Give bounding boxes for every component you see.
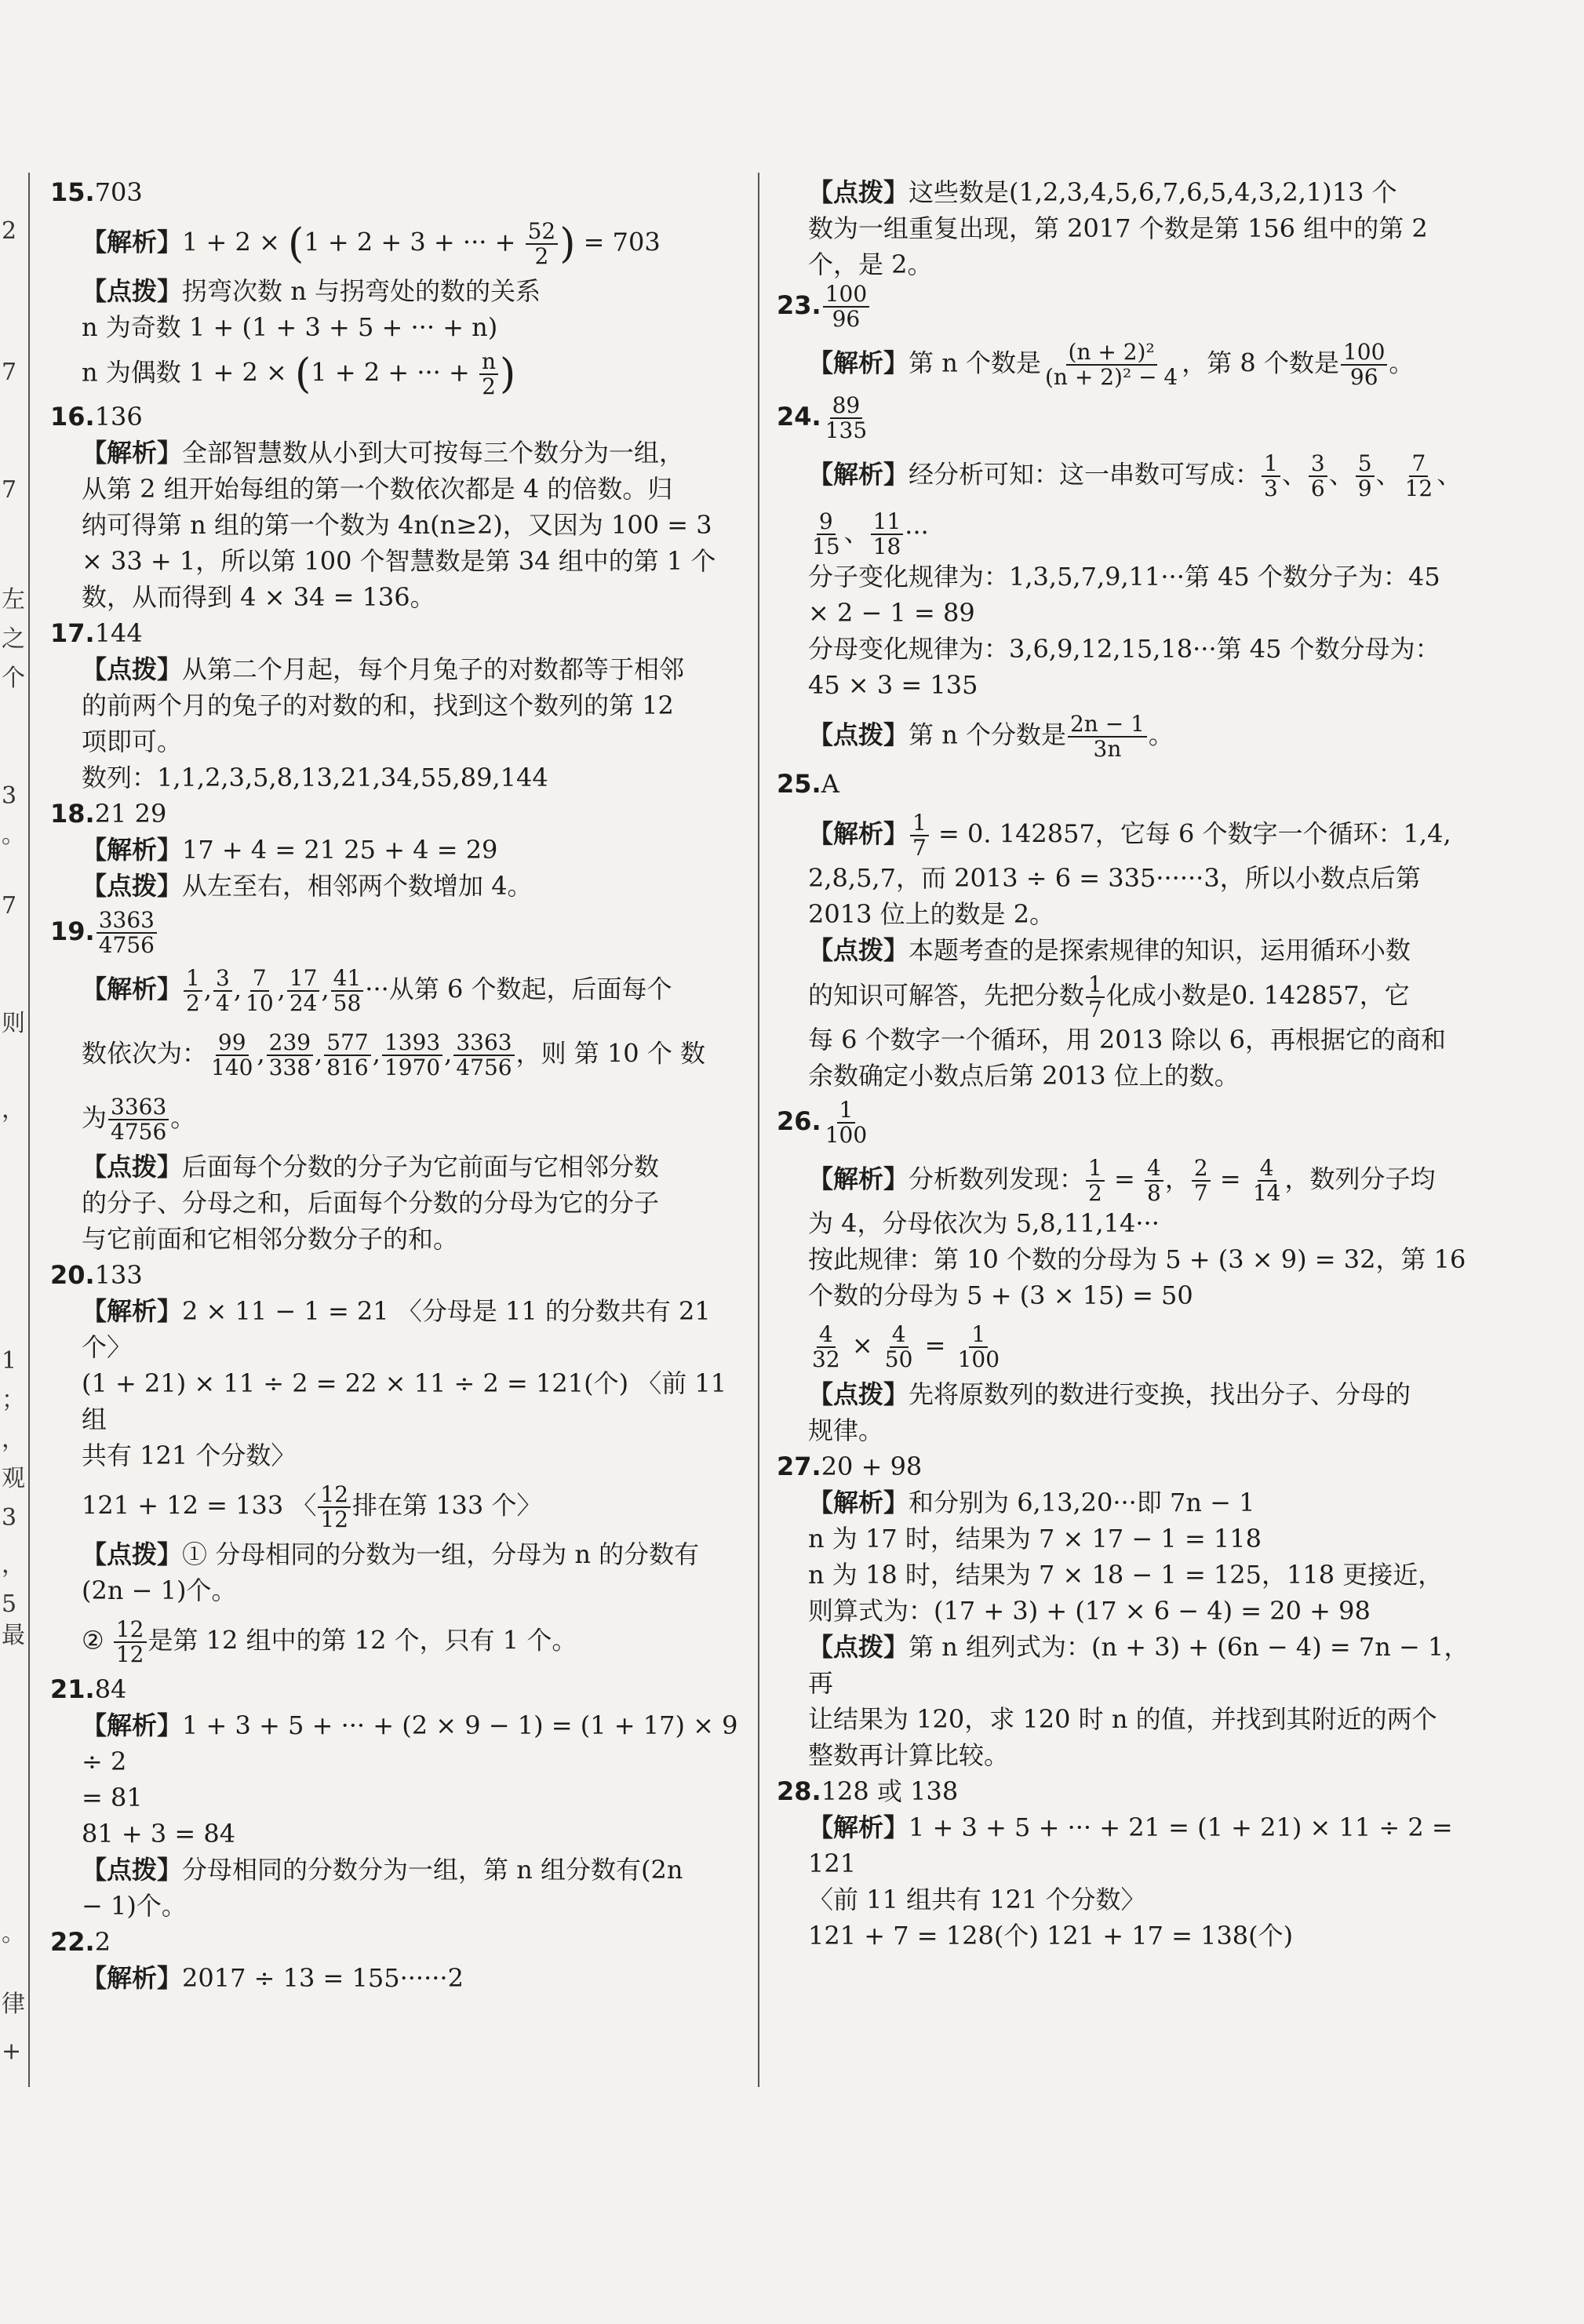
fraction: $\frac{2n - 1}{3n}$ [1068, 712, 1147, 761]
paren: ) [500, 351, 516, 398]
text: (2n − 1)个。 [82, 1575, 237, 1605]
text: 121 + 7 = 128(个) 121 + 17 = 138(个) [808, 1921, 1294, 1951]
text: 每 6 个数字一个循环，用 2013 除以 6，再根据它的商和 [808, 1025, 1447, 1055]
fraction: $\frac{12}{12}$ [318, 1483, 351, 1532]
text: n 为 18 时，结果为 7 × 18 − 1 = 125，118 更接近， [808, 1560, 1444, 1590]
fraction: $\frac{3}{4}$ [213, 967, 232, 1015]
paren: ( [288, 220, 304, 268]
fraction: $\frac{3363}{4756}$ [453, 1031, 514, 1080]
margin-char: 个 [2, 665, 25, 692]
text: (1 + 21) × 11 ÷ 2 = 22 × 11 ÷ 2 = 121(个) 〈前 11 组 [82, 1368, 727, 1434]
text: 〈前 11 组共有 121 个分数〉 [808, 1885, 1146, 1914]
text: 个数的分母为 5 + (3 × 15) = 50 [808, 1280, 1193, 1310]
text: 为 4，分母依次为 5,8,11,14··· [808, 1208, 1160, 1238]
margin-char: 。 [2, 1920, 25, 1947]
question-18 [50, 796, 744, 904]
question-17 [50, 615, 744, 796]
text: 余数确定小数点后第 2013 位上的数。 [808, 1061, 1240, 1091]
text: 从第二个月起，每个月兔子的对数都等于相邻 [182, 654, 685, 684]
text: 81 + 3 = 84 [82, 1819, 236, 1849]
fraction: $\frac{3363}{4756}$ [108, 1095, 169, 1144]
fraction: $\frac{9}{15}$ [812, 508, 840, 559]
question-26: 26. $\frac{1}{100}$ 【解析】分析数列发现： $\frac{1}{2}$ = $\frac{4}{8}$ ， $\frac{2}{7}$ = $\frac{4}{14}$ ，数列分子均 为 4，分母依次为 5,8,11,14··· 按此规律：第 10 个数的分母为 5 + (3 × 9) = 32，第 16 个数的分母为 5 + (3 × 15) = 50 $\frac{4}{32}$ × $\frac{4}{50}$ = $\frac{1}{100}$ 【点拨】先将原数列的数进行变换，找出分子、分母的 规律。 [777, 1098, 1475, 1448]
margin-char: ， [2, 1426, 25, 1453]
question-number: 25. [777, 769, 821, 799]
text: 分母变化规律为：3,6,9,12,15,18···第 45 个数分母为： [808, 634, 1440, 664]
right-column [777, 174, 1475, 1954]
text: 是第 12 组中的第 12 个，只有 1 个。 [147, 1625, 577, 1656]
question-number: 18. [50, 799, 95, 829]
text: 项即可。 [82, 727, 183, 756]
analysis-tag: 【解析】 [808, 818, 909, 849]
text: 17 + 4 = 21 25 + 4 = 29 [182, 835, 498, 865]
text: 本题考查的是探索规律的知识，运用循环小数 [909, 935, 1411, 965]
text: − 1)个。 [82, 1891, 187, 1921]
question-number: 19. [50, 916, 95, 946]
text: 从左至右，相邻两个数增加 4。 [182, 871, 533, 901]
text: 后面每个分数的分子为它前面与它相邻分数 [182, 1152, 660, 1182]
text: ，第 8 个数是 [1182, 348, 1339, 378]
text: 经分析可知：这一串数可写成： [909, 459, 1261, 490]
hint-tag: 【点拨】 [82, 1539, 183, 1569]
paren: ( [295, 351, 311, 398]
question-27 [777, 1448, 1475, 1773]
analysis-tag: 【解析】 [808, 1812, 909, 1842]
analysis-tag: 【解析】 [82, 227, 183, 257]
text: × 33 + 1，所以第 100 个智慧数是第 34 组中的第 1 个 [82, 546, 716, 576]
text: = 0. 142857，它每 6 个数字一个循环：1,4, [930, 818, 1451, 849]
text: 分母相同的分数分为一组，第 n 组分数有(2n [182, 1855, 683, 1885]
margin-char: 则 [2, 1010, 25, 1037]
question-number: 27. [777, 1452, 821, 1481]
text: 按此规律：第 10 个数的分母为 5 + (3 × 9) = 32，第 16 [808, 1244, 1466, 1274]
answer: 133 [94, 1260, 143, 1290]
margin-char: 3 [2, 782, 17, 810]
text: 从第 2 组开始每组的第一个数依次都是 4 的倍数。归 [82, 474, 673, 504]
text: 纳可得第 n 组的第一个数为 4n(n≥2)，又因为 100 = 3 [82, 510, 712, 540]
text: 数为一组重复出现，第 2017 个数是第 156 组中的第 2 [808, 213, 1428, 243]
left-column-rule [28, 173, 30, 2087]
text: 先将原数列的数进行变换，找出分子、分母的 [909, 1379, 1411, 1409]
margin-char: 最 [2, 1622, 25, 1649]
fraction: $\frac{12}{12}$ [114, 1618, 147, 1667]
text: 分析数列发现： [909, 1164, 1085, 1194]
margin-char: 7 [2, 476, 17, 504]
question-number: 16. [50, 402, 95, 432]
fraction: $\frac{7}{10}$ [246, 965, 274, 1016]
margin-char: 观 [2, 1465, 25, 1492]
question-20 [50, 1257, 744, 1667]
hint-tag: 【点拨】 [808, 935, 909, 965]
text: 则算式为：(17 + 3) + (17 × 6 − 4) = 20 + 98 [808, 1596, 1371, 1626]
answer: 136 [94, 402, 143, 432]
text: ，则 第 10 个 数 [515, 1038, 706, 1069]
margin-char: 左 [2, 586, 25, 614]
text: n 为 17 时，结果为 7 × 17 − 1 = 118 [808, 1524, 1262, 1554]
question-23 [777, 282, 1475, 389]
text: ···从第 6 个数起，后面每个 [365, 974, 672, 1004]
left-column [50, 174, 744, 1996]
answer: 703 [94, 177, 143, 207]
text: 第 n 组列式为：(n + 3) + (6n − 4) = 7n − 1，再 [808, 1632, 1469, 1698]
fraction: $\frac{41}{58}$ [331, 967, 364, 1015]
fraction: $\frac{4}{32}$ [812, 1321, 840, 1372]
fraction: $\frac{1}{7}$ [1086, 973, 1105, 1022]
fraction: $\frac{7}{12}$ [1404, 450, 1433, 501]
fraction: $\frac{52}{2}$ [526, 220, 559, 268]
fraction: $\frac{1393}{1970}$ [382, 1031, 442, 1080]
margin-char: ， [2, 1551, 25, 1579]
fraction: $\frac{17}{24}$ [287, 967, 320, 1015]
text: 数，从而得到 4 × 34 = 136。 [82, 582, 435, 612]
question-19: 19. $\frac{3363}{4756}$ 【解析】 $\frac{1}{2}$ , $\frac{3}{4}$ , $\frac{7}{10}$ , $\frac{17}{24}$ , $\frac{41}{58}$ ···从第 6 个数起，后面每个 数依次为： $\frac{99}{140}$ , $\frac{239}{338}$ , $\frac{577}{816}$ , $\frac{1393}{1970}$ , $\frac{3363}{4756}$ ，则 第 10 个 数 为 $\frac{3363}{4756}$ 。 【点拨】后面每个分数的分子为它前面与它相邻分数 的分子、分母之和，后面每个分数的分母为它的分子 与它前面和它相邻分数分子的和。 [50, 909, 744, 1257]
fraction: $\frac{1}{7}$ [910, 811, 929, 860]
text: 。 [1148, 719, 1174, 750]
analysis-tag: 【解析】 [808, 1488, 909, 1517]
fraction: $\frac{n}{2}$ [479, 350, 498, 399]
answer-fraction: $\frac{1}{100}$ [825, 1097, 868, 1148]
text: 1 + 3 + 5 + ··· + (2 × 9 − 1) = (1 + 17) × 9 ÷ 2 [82, 1710, 738, 1776]
text: 1 + 2 + ··· + [311, 357, 478, 388]
answer: A [821, 769, 839, 799]
text: 2,8,5,7，而 2013 ÷ 6 = 335······3，所以小数点后第 [808, 863, 1421, 893]
text: 和分别为 6,13,20···即 7n − 1 [909, 1488, 1255, 1517]
question-25 [777, 766, 1475, 1094]
text: 这些数是(1,2,3,4,5,6,7,6,5,4,3,2,1)13 个 [909, 177, 1397, 207]
fraction: $\frac{5}{9}$ [1356, 452, 1375, 501]
fraction: $\frac{239}{338}$ [267, 1031, 313, 1080]
analysis-tag: 【解析】 [82, 438, 183, 468]
question-number: 21. [50, 1674, 95, 1704]
margin-char: 之 [2, 625, 25, 653]
question-number: 17. [50, 618, 95, 648]
fraction: $\frac{1}{2}$ [184, 967, 202, 1015]
hint-tag: 【点拨】 [808, 1632, 909, 1662]
answer: 20 + 98 [821, 1452, 923, 1481]
text: 的知识可解答，先把分数 [808, 980, 1085, 1011]
question-number: 24. [777, 401, 821, 432]
hint-tag: 【点拨】 [808, 719, 909, 750]
text: 共有 121 个分数〉 [82, 1441, 297, 1470]
analysis-tag: 【解析】 [82, 1710, 183, 1740]
text: 第 n 个数是 [909, 348, 1041, 378]
paren: ) [559, 220, 576, 268]
fraction: $\frac{577}{816}$ [324, 1031, 370, 1080]
text: 121 + 12 = 133 〈 [82, 1490, 317, 1521]
text: 。 [170, 1102, 196, 1133]
text: 第 n 个分数是 [909, 719, 1066, 750]
text: ② [82, 1625, 112, 1656]
text: 拐弯次数 n 与拐弯处的数的关系 [182, 276, 541, 306]
text: 排在第 133 个〉 [352, 1490, 542, 1521]
analysis-tag: 【解析】 [808, 1164, 909, 1194]
fraction: $\frac{1}{3}$ [1262, 452, 1280, 501]
analysis-tag: 【解析】 [82, 835, 183, 865]
text: = 703 [575, 227, 661, 257]
fraction: $\frac{11}{18}$ [871, 510, 904, 559]
hint-tag: 【点拨】 [82, 871, 183, 901]
margin-char: ， [2, 1096, 25, 1124]
analysis-tag: 【解析】 [82, 974, 183, 1004]
text: 2017 ÷ 13 = 155······2 [182, 1963, 464, 1993]
answer-fraction: $\frac{3363}{4756}$ [96, 909, 157, 957]
margin-char: 律 [2, 1991, 25, 2018]
text: 化成小数是0. 142857，它 [1105, 980, 1410, 1011]
margin-char: 1 [2, 1347, 17, 1375]
question-number: 22. [50, 1927, 95, 1957]
text: 1 + 2 × [182, 227, 289, 257]
text: ··· [905, 517, 929, 548]
fraction: $\frac{100}{96}$ [1341, 341, 1387, 389]
text: 。 [1389, 348, 1415, 378]
margin-char: + [2, 2038, 22, 2065]
text: 45 × 3 = 135 [808, 670, 978, 700]
question-22-hint [777, 174, 1475, 282]
hint-tag: 【点拨】 [82, 1152, 183, 1182]
text: n 为奇数 1 + (1 + 3 + 5 + ··· + n) [82, 312, 498, 342]
hint-tag: 【点拨】 [82, 654, 183, 684]
question-24: 24. $\frac{89}{135}$ 【解析】经分析可知：这一串数可写成： $\frac{1}{3}$ 、 $\frac{3}{6}$ 、 $\frac{5}{9}$ 、 $\frac{7}{12}$ 、 $\frac{9}{15}$ 、 $\frac{11}{18}$ ··· 分子变化规律为：1,3,5,7,9,11···第 45 个数分子为：45 × 2 − 1 = 89 分母变化规律为：3,6,9,12,15,18···第 45 个数分母为： 45 × 3 = 135 【点拨】第 n 个分数是 $\frac{2n - 1}{3n}$ 。 [777, 394, 1475, 761]
text: 的分子、分母之和，后面每个分数的分母为它的分子 [82, 1188, 660, 1218]
question-number: 15. [50, 177, 95, 207]
column-divider [758, 173, 759, 2087]
question-number: 20. [50, 1260, 95, 1290]
text: n 为偶数 1 + 2 × [82, 357, 295, 388]
fraction: $\frac{3}{6}$ [1309, 452, 1327, 501]
analysis-tag: 【解析】 [808, 459, 909, 490]
answer-fraction: $\frac{100}{96}$ [823, 282, 869, 331]
question-number: 23. [777, 290, 821, 320]
text: 数列：1,1,2,3,5,8,13,21,34,55,89,144 [82, 763, 548, 792]
margin-char: 5 [2, 1590, 17, 1618]
analysis-tag: 【解析】 [808, 348, 909, 378]
margin-char: 7 [2, 359, 17, 386]
text: 的前两个月的兔子的对数的和，找到这个数列的第 12 [82, 690, 674, 720]
question-number: 28. [777, 1776, 821, 1806]
answer: 2 [94, 1927, 111, 1957]
text: 整数再计算比较。 [808, 1740, 1010, 1770]
cut-off-margin-text [0, 173, 25, 2087]
question-number: 26. [777, 1106, 821, 1136]
text: 1 + 2 + 3 + ··· + [304, 227, 524, 257]
answer-fraction: $\frac{89}{135}$ [825, 392, 868, 443]
text: 2013 位上的数是 2。 [808, 899, 1055, 929]
fraction: $\frac{4}{50}$ [884, 1321, 913, 1372]
text: 2 × 11 − 1 = 21 〈分母是 11 的分数共有 21 [182, 1296, 711, 1326]
text: 为 [82, 1102, 107, 1133]
hint-tag: 【点拨】 [82, 1855, 183, 1885]
hint-tag: 【点拨】 [808, 1379, 909, 1409]
margin-char: ； [2, 1386, 25, 1414]
text: 1 + 3 + 5 + ··· + 21 = (1 + 21) × 11 ÷ 2 = 121 [808, 1812, 1453, 1878]
fraction: $\frac{4}{14}$ [1252, 1155, 1281, 1206]
margin-char: 。 [2, 821, 25, 849]
text: ，数列分子均 [1284, 1164, 1436, 1194]
text: 与它前面和它相邻分数分子的和。 [82, 1224, 459, 1254]
answer: 21 29 [94, 799, 167, 829]
fraction: $\frac{1}{100}$ [957, 1321, 1000, 1372]
text: 让结果为 120，求 120 时 n 的值，并找到其附近的两个 [808, 1704, 1437, 1734]
question-16 [50, 399, 744, 615]
fraction: $\frac{4}{8}$ [1145, 1157, 1163, 1205]
question-22 [50, 1924, 744, 1996]
text: × 2 − 1 = 89 [808, 598, 975, 628]
analysis-tag: 【解析】 [82, 1296, 183, 1326]
text: 全部智慧数从小到大可按每三个数分为一组， [182, 438, 685, 468]
question-28 [777, 1773, 1475, 1954]
margin-char: 7 [2, 892, 17, 920]
margin-char: 2 [2, 217, 17, 245]
text: = 81 [82, 1783, 143, 1812]
answer: 128 或 138 [821, 1776, 959, 1806]
analysis-tag: 【解析】 [82, 1963, 183, 1993]
answer: 84 [94, 1674, 127, 1704]
margin-char: 3 [2, 1504, 17, 1532]
text: 分子变化规律为：1,3,5,7,9,11···第 45 个数分子为：45 [808, 562, 1440, 592]
text: 规律。 [808, 1415, 884, 1445]
question-15 [50, 174, 744, 399]
fraction: $\frac{1}{2}$ [1086, 1157, 1105, 1205]
fraction: $\frac{99}{140}$ [211, 1029, 253, 1080]
text: 数依次为： [82, 1038, 208, 1069]
hint-tag: 【点拨】 [808, 177, 909, 207]
hint-tag: 【点拨】 [82, 276, 183, 306]
text: ① 分母相同的分数为一组，分母为 n 的分数有 [182, 1539, 700, 1569]
text: 个〉 [82, 1332, 133, 1362]
answer: 144 [94, 618, 143, 648]
text: 个，是 2。 [808, 250, 933, 279]
fraction: $\frac{2}{7}$ [1192, 1157, 1211, 1205]
question-21 [50, 1671, 744, 1924]
fraction: $\frac{\text{(n + 2)²}}{\text{(n + 2)² − 4}}$ [1044, 339, 1178, 390]
